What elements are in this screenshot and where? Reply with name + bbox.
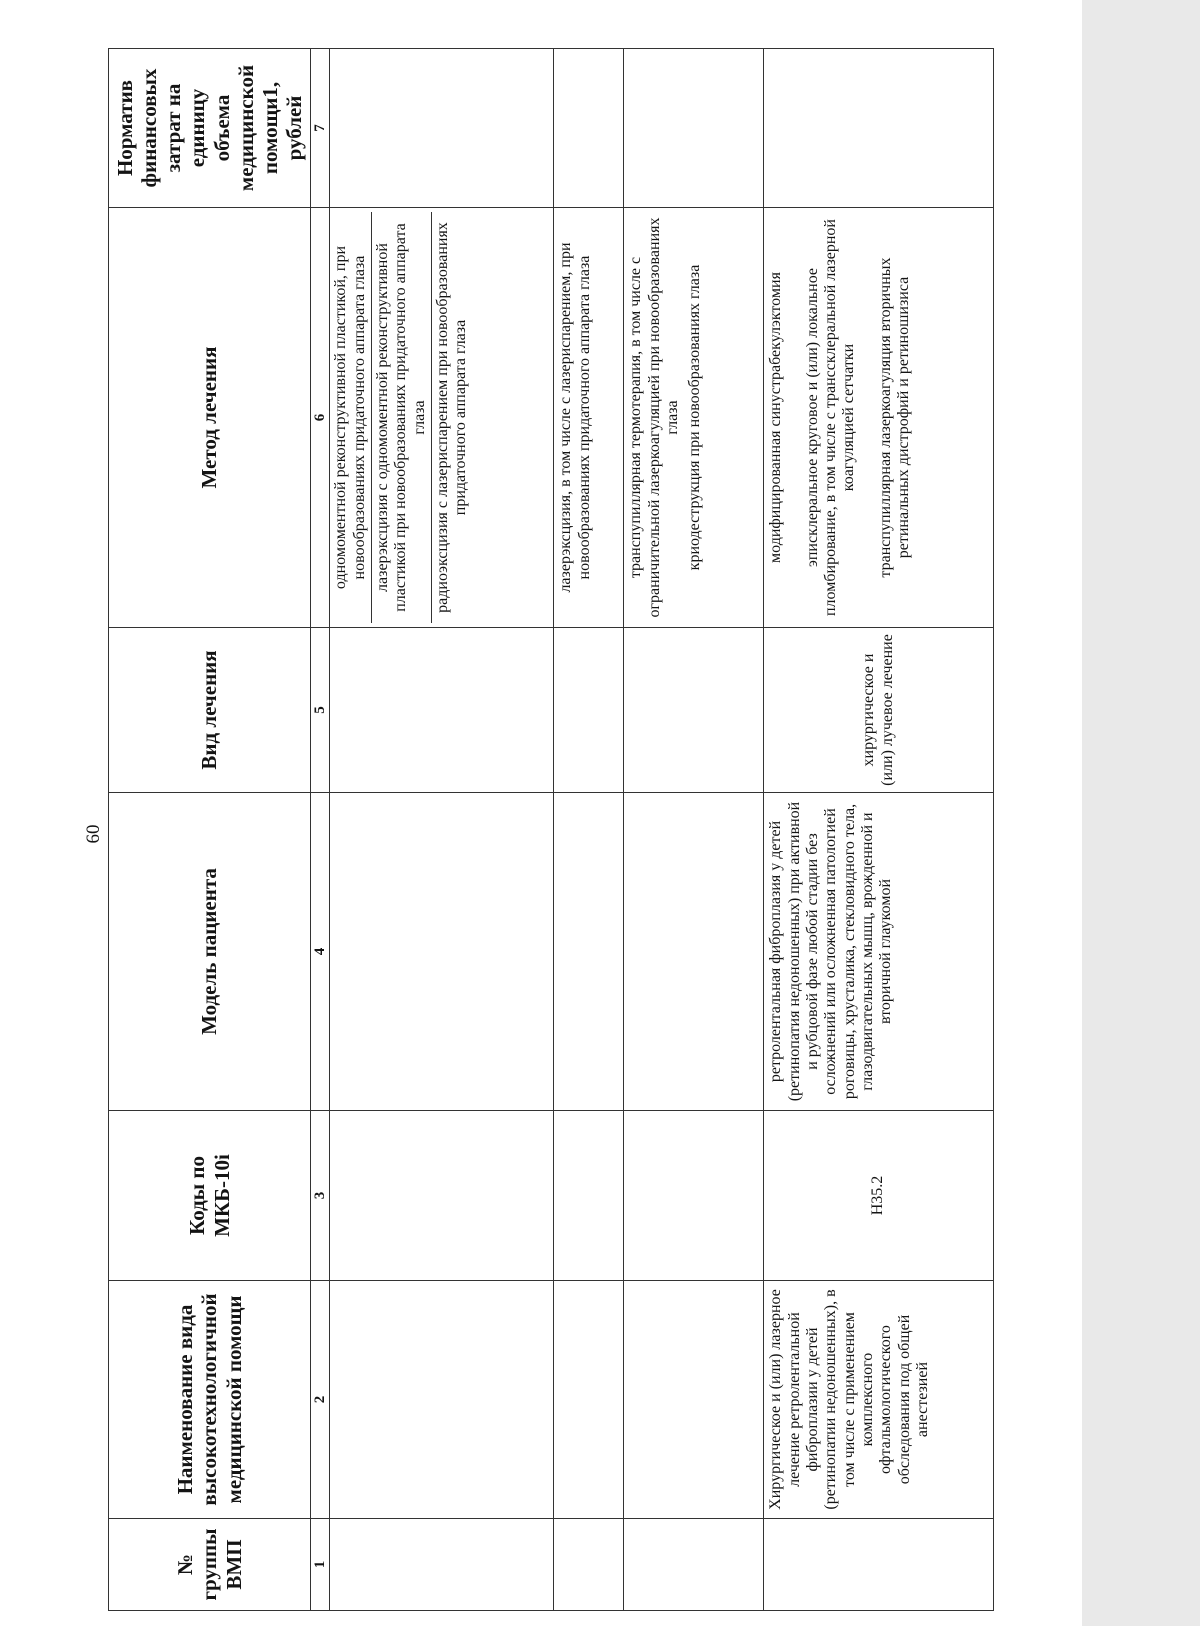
treatment-method-text: одномоментной реконструктивной пластикой, при новообразованиях придаточного аппарата глаза bbox=[332, 245, 368, 590]
header-treatment-method: Метод лечения bbox=[109, 208, 311, 628]
treatment-method-text: радиоэксцизия с лазериспарением при новообразованиях придаточного аппарата глаза bbox=[432, 212, 473, 623]
column-number: 1 bbox=[311, 1519, 330, 1611]
column-number: 4 bbox=[311, 793, 330, 1111]
treatment-type-text: хирургическое и (или) лучевое лечение bbox=[764, 628, 994, 793]
column-number: 5 bbox=[311, 628, 330, 793]
header-group-number: № группы ВМП bbox=[109, 1519, 311, 1611]
patient-model-text: ретролентальная фиброплазия у детей (ретинопатия недоношенных) при активной и рубцовой фазе любой стадии без осложнений или осложненная патологией роговицы, хрусталика, стекловидного тела, глазодвигательных мышц, врожденной и вторичной глаукомой bbox=[764, 793, 994, 1111]
rotated-table-container bbox=[108, 49, 1083, 1611]
column-number: 7 bbox=[311, 49, 330, 208]
header-patient-model: Модель пациента bbox=[109, 793, 311, 1111]
treatment-method-text: транспупиллярная термотерапия, в том числе с ограничительной лазеркоагуляцией при новообразованиях глаза bbox=[627, 217, 681, 618]
header-icd-codes: Коды по МКБ-10i bbox=[109, 1111, 311, 1281]
column-number: 6 bbox=[311, 208, 330, 628]
column-number-row bbox=[311, 49, 330, 1611]
table-row bbox=[624, 49, 764, 1611]
column-number: 2 bbox=[311, 1281, 330, 1519]
table-row bbox=[764, 49, 994, 1611]
header-treatment-type: Вид лечения bbox=[109, 628, 311, 793]
table-row bbox=[330, 49, 554, 1611]
header-row bbox=[109, 49, 311, 1611]
treatment-method-text: лазерэксцизия, в том числе с лазериспарением, при новообразованиях придаточного аппарата глаза bbox=[554, 208, 624, 628]
vmp-table bbox=[108, 48, 994, 1611]
treatment-method-text: модифицированная синустрабекулэктомия bbox=[767, 272, 785, 563]
treatment-method-text: транспупиллярная лазеркоагуляция вторичных ретинальных дистрофий и ретиношизиса bbox=[876, 257, 913, 578]
column-number: 3 bbox=[311, 1111, 330, 1281]
vmp-name-cell: Хирургическое и (или) лазерное лечение ретролентальной фиброплазии у детей (ретинопатии недоношенных), в том числе с применением комплексного офтальмологического обследования под общей анестезией bbox=[764, 1281, 994, 1519]
treatment-method-text: эписклеральное круговое и (или) локальное пломбирование, в том числе с транссклеральной лазерной коагуляцией сетчатки bbox=[803, 219, 858, 616]
header-vmp-name: Наименование вида высокотехнологичной медицинской помощи bbox=[109, 1281, 311, 1519]
page-number: 60 bbox=[83, 824, 104, 844]
table-row bbox=[554, 49, 624, 1611]
treatment-method-text: лазерэксцизия с одномоментной реконструктивной пластикой при новообразованиях придаточного аппарата глаза bbox=[371, 212, 431, 623]
treatment-method-text: криодеструкция при новообразованиях глаза bbox=[686, 264, 704, 571]
header-cost-standard: Норматив финансовых затрат на единицу объема медицинской помощи1, рублей bbox=[109, 49, 311, 208]
icd-code: H35.2 bbox=[764, 1111, 994, 1281]
